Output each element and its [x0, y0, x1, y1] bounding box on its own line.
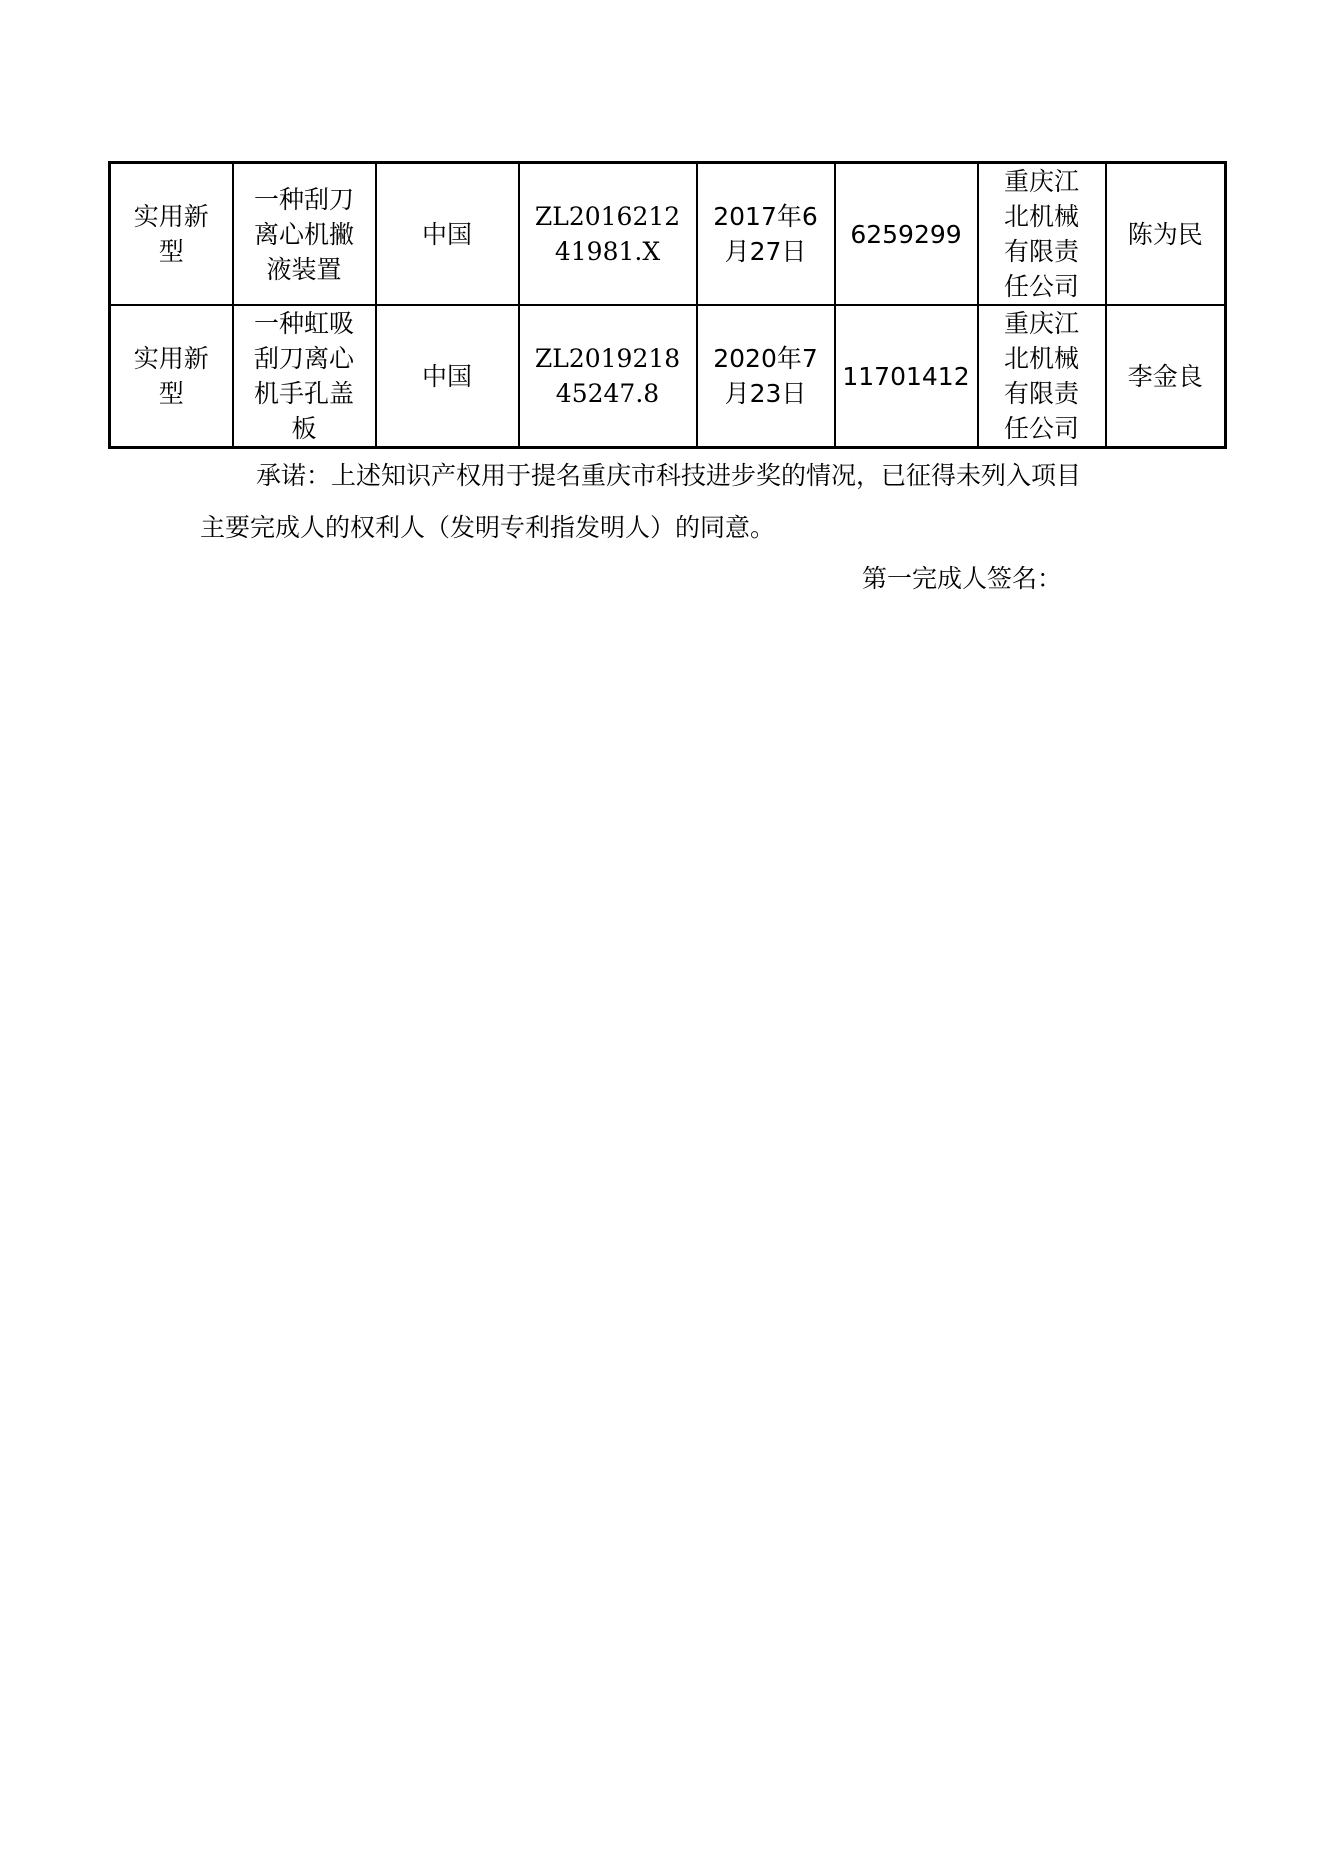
patent-number-cell: ZL201921845247.8	[519, 305, 697, 448]
table-row	[110, 163, 1226, 306]
patent-table	[108, 161, 1227, 449]
country-cell: 中国	[376, 305, 519, 448]
grant-date-cell: 2017年6月27日	[697, 163, 835, 306]
inventor-cell: 李金良	[1106, 305, 1226, 448]
patent-holder-cell: 重庆江北机械有限责任公司	[978, 163, 1106, 306]
signature-label: 第一完成人签名：	[862, 564, 1063, 593]
patent-type-cell: 实用新型	[110, 163, 233, 306]
patent-type-cell: 实用新型	[110, 305, 233, 448]
patent-name-cell: 一种刮刀离心机撇液装置	[233, 163, 376, 306]
commitment-line-1: 承诺：上述知识产权用于提名重庆市科技进步奖的情况，已征得未列入项目	[256, 461, 1082, 490]
table-row	[110, 305, 1226, 448]
patent-holder-cell: 重庆江北机械有限责任公司	[978, 305, 1106, 448]
country-cell: 中国	[376, 163, 519, 306]
inventor-cell: 陈为民	[1106, 163, 1226, 306]
patent-number-cell: ZL201621241981.X	[519, 163, 697, 306]
certificate-number-cell: 6259299	[835, 163, 978, 306]
grant-date-cell: 2020年7月23日	[697, 305, 835, 448]
patent-name-cell: 一种虹吸刮刀离心机手孔盖板	[233, 305, 376, 448]
commitment-line-2: 主要完成人的权利人（发明专利指发明人）的同意。	[200, 513, 776, 542]
certificate-number-cell: 11701412	[835, 305, 978, 448]
